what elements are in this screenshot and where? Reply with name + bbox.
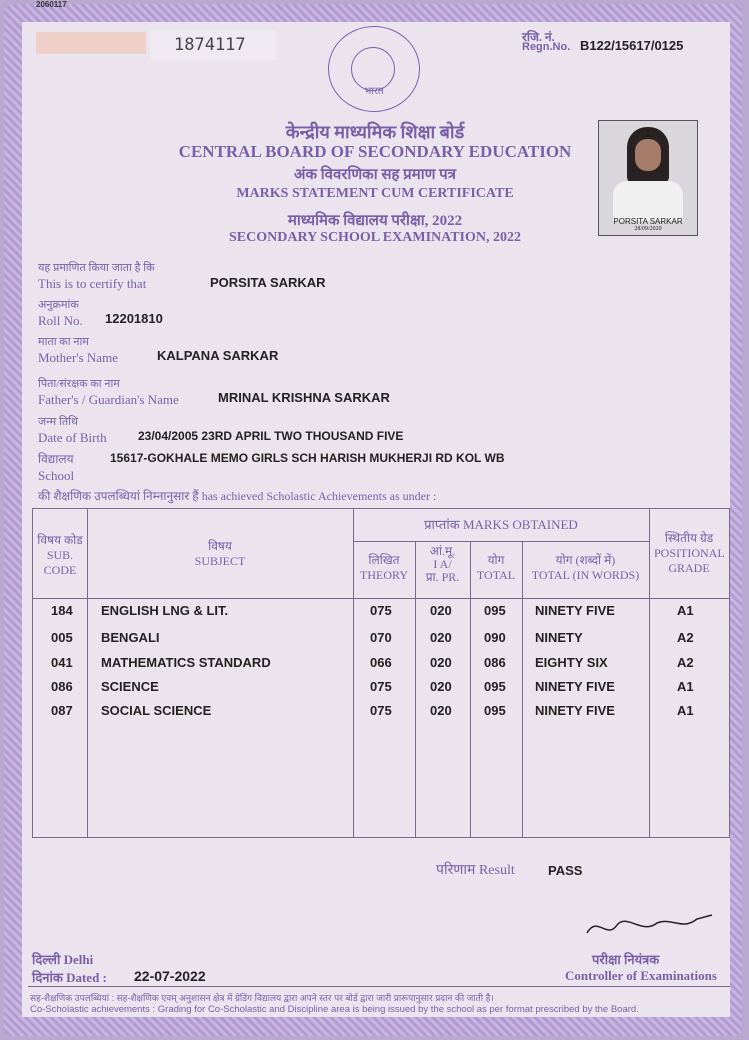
header-grade: स्थितीय ग्रेड POSITIONAL GRADE xyxy=(654,531,725,575)
controller-label: Controller of Examinations xyxy=(565,968,717,983)
cell-words: NINETY FIVE xyxy=(535,679,615,694)
achievements-line xyxy=(38,487,436,504)
dated-label: दिनांक Dated : xyxy=(32,970,107,985)
student-photo xyxy=(598,120,698,236)
header-ia: आं.मू. I A/ प्रा. PR. xyxy=(425,544,460,584)
cert-title-hi: अंक विवरणिका सह प्रमाण पत्र xyxy=(294,167,456,183)
school-name: 15617-GOKHALE MEMO GIRLS SCH HARISH MUKHERJI RD KOL WB xyxy=(110,451,505,465)
co-scholastic-note: Co-Scholastic achievements : Grading for Co-Scholastic and Discipline area is being issued by the school as per format prescribed by the Board. xyxy=(30,1004,639,1015)
roll-number: 12201810 xyxy=(105,311,163,326)
cell-total: 086 xyxy=(484,655,506,670)
cell-theory: 066 xyxy=(370,655,392,670)
cell-words: NINETY FIVE xyxy=(535,703,615,718)
certify-label-hi: यह प्रमाणित किया जाता है कि xyxy=(38,262,155,274)
cell-ia: 020 xyxy=(430,703,452,718)
cell-words: EIGHTY SIX xyxy=(535,655,608,670)
cell-grade: A2 xyxy=(677,655,694,670)
student-name: PORSITA SARKAR xyxy=(210,275,326,290)
cell-theory: 075 xyxy=(370,703,392,718)
cell-grade: A1 xyxy=(677,679,694,694)
father-name: MRINAL KRISHNA SARKAR xyxy=(218,390,390,405)
cell-ia: 020 xyxy=(430,630,452,645)
header-subject: विषय SUBJECT xyxy=(194,539,246,568)
father-label-hi: पिता/संरक्षक का नाम xyxy=(38,378,120,390)
controller-signature xyxy=(582,905,722,945)
regn-label-hi: रजि. नं. xyxy=(522,30,555,44)
date-of-birth: 23/04/2005 23RD APRIL TWO THOUSAND FIVE xyxy=(138,429,404,443)
cell-subject: ENGLISH LNG & LIT. xyxy=(101,603,229,618)
header-total: योग TOTAL xyxy=(476,553,516,582)
header-theory: लिखित THEORY xyxy=(360,553,408,582)
header-marks: प्राप्तांक MARKS OBTAINED xyxy=(424,517,578,532)
certify-label: This is to certify that xyxy=(38,276,147,291)
cell-grade: A1 xyxy=(677,703,694,718)
controller-label-hi: परीक्षा नियंत्रक xyxy=(592,952,660,967)
cell-theory: 075 xyxy=(370,603,392,618)
dob-label-hi: जन्म तिथि xyxy=(38,416,78,428)
cell-code: 184 xyxy=(51,603,73,618)
roll-label-hi: अनुक्रमांक xyxy=(38,299,79,311)
result-label: परिणाम Result xyxy=(436,863,515,878)
cbse-logo: भारत xyxy=(328,26,420,112)
mother-label: Mother's Name xyxy=(38,350,118,365)
cell-code: 005 xyxy=(51,630,73,645)
cell-subject: SOCIAL SCIENCE xyxy=(101,703,212,718)
result-value: PASS xyxy=(548,863,583,878)
cell-code: 086 xyxy=(51,679,73,694)
regn-number: B122/15617/0125 xyxy=(580,38,684,53)
header-code: विषय कोड SUB. CODE xyxy=(37,533,83,577)
photo-date: 28/09/2020 xyxy=(634,226,662,232)
cell-subject: MATHEMATICS STANDARD xyxy=(101,655,271,670)
cell-subject: SCIENCE xyxy=(101,679,159,694)
cell-theory: 075 xyxy=(370,679,392,694)
father-label: Father's / Guardian's Name xyxy=(38,392,179,407)
school-label: School xyxy=(38,468,75,483)
cell-subject: BENGALI xyxy=(101,630,160,645)
cell-ia: 020 xyxy=(430,655,452,670)
serial-number: 2060117 xyxy=(36,0,67,9)
mother-label-hi: माता का नाम xyxy=(38,336,89,348)
photo-caption: PORSITA SARKAR xyxy=(613,217,683,226)
cell-words: NINETY FIVE xyxy=(535,603,615,618)
redacted-box xyxy=(36,32,146,54)
achieved-label-hi: की शैक्षणिक उपलब्धियां निम्नानुसार हैं xyxy=(38,489,199,503)
cell-total: 090 xyxy=(484,630,506,645)
cert-title: MARKS STATEMENT CUM CERTIFICATE xyxy=(236,186,514,201)
achieved-label: has achieved Scholastic Achievements as under : xyxy=(201,489,437,503)
place: दिल्ली Delhi xyxy=(32,952,94,967)
cell-grade: A1 xyxy=(677,603,694,618)
roll-label: Roll No. xyxy=(38,313,83,328)
cell-code: 041 xyxy=(51,655,73,670)
cell-theory: 070 xyxy=(370,630,392,645)
mother-name: KALPANA SARKAR xyxy=(157,348,279,363)
marks-table xyxy=(32,508,730,838)
cell-total: 095 xyxy=(484,679,506,694)
cell-grade: A2 xyxy=(677,630,694,645)
school-label-hi: विद्यालय xyxy=(38,452,74,466)
cell-words: NINETY xyxy=(535,630,583,645)
co-scholastic-note-hi: सह-शैक्षणिक उपलब्धियां : सह-शैक्षणिक एवम् अनुशासन क्षेत्र में ग्रेडिंग विद्यालय द्वारा अपने स्तर पर बोर्ड द्वारा जारी प्रारूपानुसार प्रदान की जाती है। xyxy=(30,993,494,1003)
board-name: CENTRAL BOARD OF SECONDARY EDUCATION xyxy=(178,142,572,161)
exam-title: SECONDARY SCHOOL EXAMINATION, 2022 xyxy=(229,230,521,245)
cell-code: 087 xyxy=(51,703,73,718)
cell-ia: 020 xyxy=(430,679,452,694)
dob-label: Date of Birth xyxy=(38,430,107,445)
cell-total: 095 xyxy=(484,603,506,618)
cell-total: 095 xyxy=(484,703,506,718)
issue-date: 22-07-2022 xyxy=(134,968,206,984)
exam-title-hi: माध्यमिक विद्यालय परीक्षा, 2022 xyxy=(287,213,463,229)
header-words: योग (शब्दों में) TOTAL (IN WORDS) xyxy=(531,553,640,582)
regn-label: Regn.No. xyxy=(522,41,571,53)
board-name-hi: केन्द्रीय माध्यमिक शिक्षा बोर्ड xyxy=(285,122,465,142)
cell-ia: 020 xyxy=(430,603,452,618)
certificate-number: 1874117 xyxy=(150,30,276,60)
